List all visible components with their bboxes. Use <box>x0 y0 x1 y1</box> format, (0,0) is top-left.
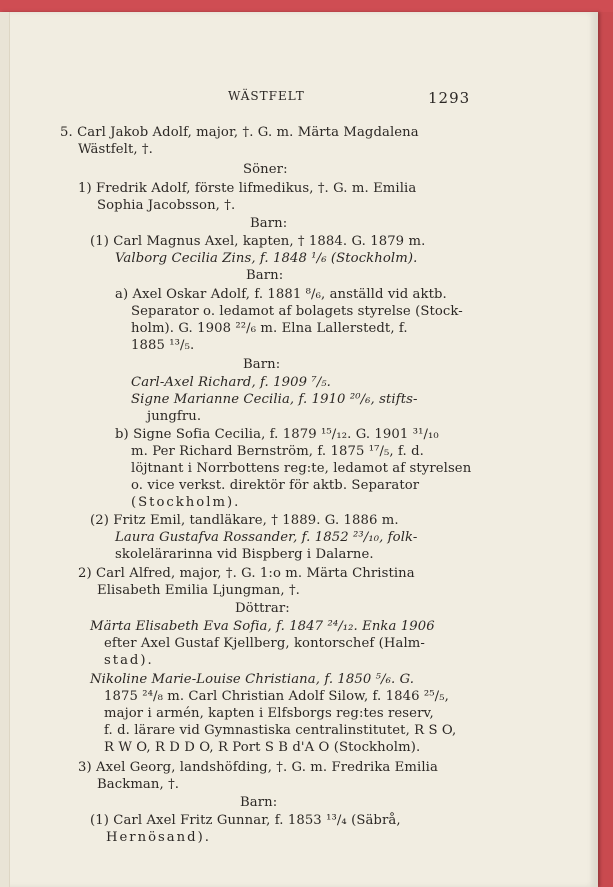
text-line: major i armén, kapten i Elfsborgs reg:tes reserv, <box>104 706 434 721</box>
text-line: Carl-Axel Richard, f. 1909 ⁷/₅. <box>131 375 331 390</box>
text-line: Nikoline Marie-Louise Christiana, f. 1850 ⁵/₆. G. <box>90 672 415 687</box>
text-line: 3) Axel Georg, landshöfding, †. G. m. Fredrika Emilia <box>78 760 438 775</box>
text-line: Döttrar: <box>235 601 290 616</box>
text-line: f. d. lärare vid Gymnastiska centralinstitutet, R S O, <box>104 723 457 738</box>
text-line: holm). G. 1908 ²²/₆ m. Elna Lallerstedt, f. <box>131 321 408 336</box>
text-line: stad). <box>104 653 154 668</box>
text-line: 1) Fredrik Adolf, förste lifmedikus, †. G. m. Emilia <box>78 181 417 196</box>
text-line: m. Per Richard Bernström, f. 1875 ¹⁷/₅, f. d. <box>131 444 424 459</box>
text-line: Separator o. ledamot af bolagets styrelse (Stock- <box>131 304 463 319</box>
text-line: löjtnant i Norrbottens reg:te, ledamot af styrelsen <box>131 461 472 476</box>
text-line: Backman, †. <box>97 777 180 792</box>
page-number: 1293 <box>428 89 471 107</box>
text-line: R W O, R D D O, R Port S B d'A O (Stockholm). <box>104 740 421 755</box>
page-left-edge <box>0 12 10 887</box>
text-line: Valborg Cecilia Zins, f. 1848 ¹/₆ (Stockholm). <box>115 251 418 266</box>
text-line: (1) Carl Magnus Axel, kapten, † 1884. G. 1879 m. <box>90 234 426 249</box>
text-line: 1885 ¹³/₅. <box>131 338 195 353</box>
text-line: Wästfelt, †. <box>78 142 153 157</box>
text-line: Barn: <box>250 216 288 231</box>
text-line: Signe Marianne Cecilia, f. 1910 ²⁰/₆, stifts- <box>131 392 418 407</box>
text-line: efter Axel Gustaf Kjellberg, kontorschef (Halm- <box>104 636 425 651</box>
text-line: Sophia Jacobsson, †. <box>97 198 236 213</box>
text-line: skolelärarinna vid Bispberg i Dalarne. <box>115 547 374 562</box>
text-line: b) Signe Sofia Cecilia, f. 1879 ¹⁵/₁₂. G. 1901 ³¹/₁₀ <box>115 427 439 442</box>
text-line: Märta Elisabeth Eva Sofia, f. 1847 ²⁴/₁₂. Enka 1906 <box>90 619 435 634</box>
text-line: Barn: <box>246 268 284 283</box>
text-line: 1875 ²⁴/₈ m. Carl Christian Adolf Silow, f. 1846 ²⁵/₅, <box>104 689 449 704</box>
text-line: (Stockholm). <box>131 495 241 510</box>
text-line: (2) Fritz Emil, tandläkare, † 1889. G. 1886 m. <box>90 513 399 528</box>
text-line: o. vice verkst. direktör för aktb. Separator <box>131 478 420 493</box>
text-line: 5. Carl Jakob Adolf, major, †. G. m. Märta Magdalena <box>60 125 419 140</box>
text-line: Elisabeth Emilia Ljungman, †. <box>97 583 300 598</box>
text-line: Laura Gustafva Rossander, f. 1852 ²³/₁₀, folk- <box>115 530 418 545</box>
text-line: Barn: <box>243 357 281 372</box>
text-line: 2) Carl Alfred, major, †. G. 1:o m. Märta Christina <box>78 566 415 581</box>
text-line: Hernösand). <box>106 830 211 845</box>
text-line: a) Axel Oskar Adolf, f. 1881 ⁸/₆, anställd vid aktb. <box>115 287 447 302</box>
page-top-edge <box>0 0 613 12</box>
running-header: WÄSTFELT <box>228 89 305 103</box>
text-line: Barn: <box>240 795 278 810</box>
text-line: Söner: <box>243 162 288 177</box>
text-line: (1) Carl Axel Fritz Gunnar, f. 1853 ¹³/₄ (Säbrå, <box>90 813 401 828</box>
text-line: jungfru. <box>147 409 202 424</box>
